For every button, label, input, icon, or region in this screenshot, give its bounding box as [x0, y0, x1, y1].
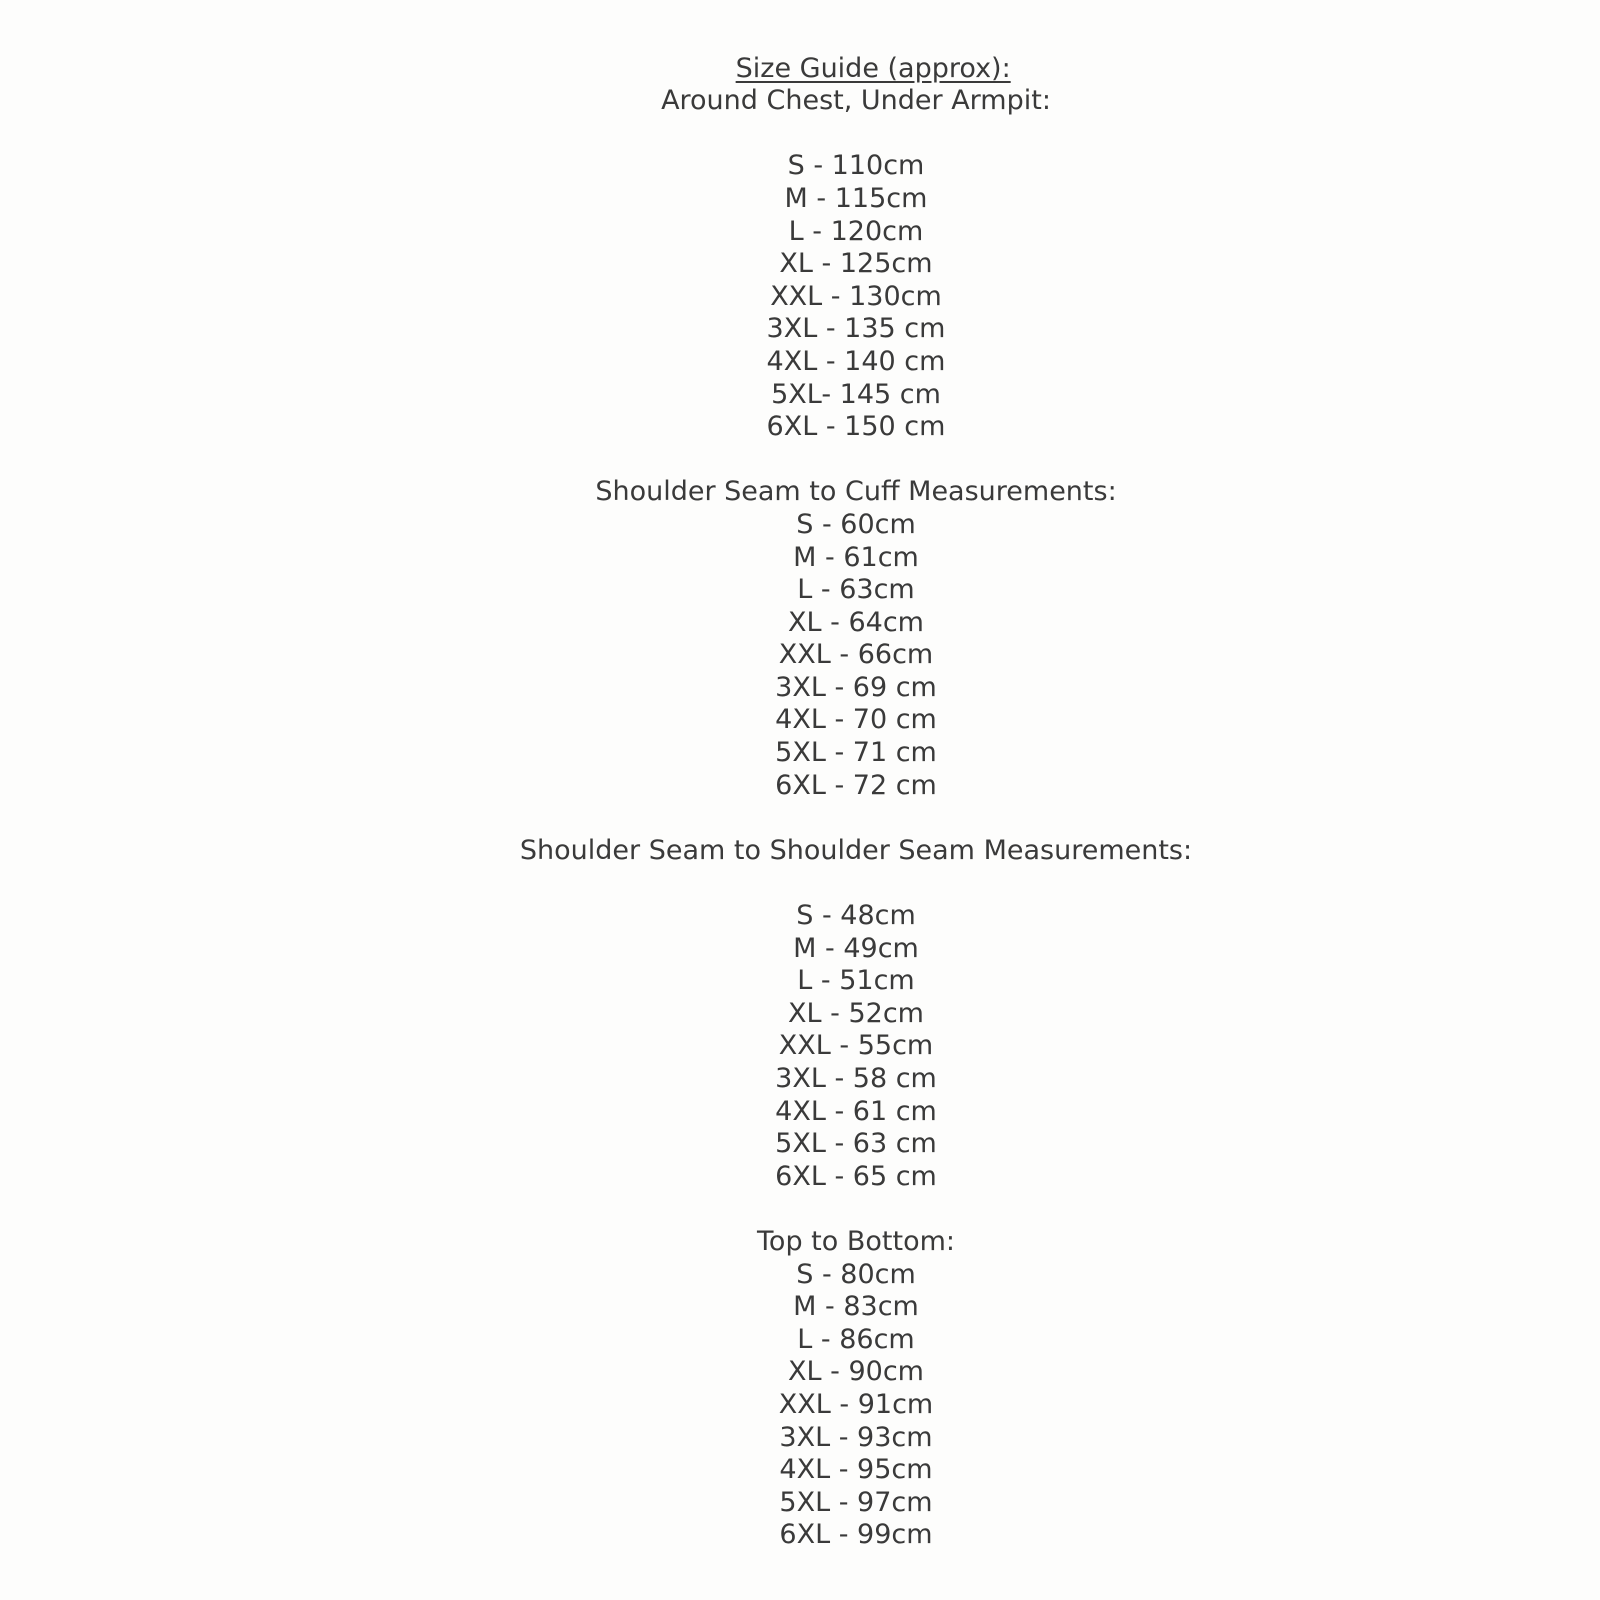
- page-title: [112, 20, 1600, 84]
- size-list: [112, 150, 1600, 443]
- section-heading: Shoulder Seam to Cuff Measurements:: [595, 476, 1117, 508]
- size-item: 4XL - 140 cm: [766, 345, 946, 377]
- size-item: XL - 52cm: [788, 997, 924, 1029]
- size-item: 5XL- 145 cm: [771, 378, 941, 410]
- size-item: 5XL - 97cm: [779, 1486, 933, 1518]
- size-item: 3XL - 93cm: [779, 1421, 933, 1453]
- size-item: M - 115cm: [784, 182, 928, 214]
- section-heading: Top to Bottom:: [757, 1225, 955, 1257]
- section-heading: Around Chest, Under Armpit:: [661, 85, 1051, 117]
- size-item: 3XL - 135 cm: [766, 313, 946, 345]
- size-item: XL - 90cm: [788, 1356, 924, 1388]
- size-item: XXL - 91cm: [778, 1388, 934, 1420]
- page-title-text: Size Guide (approx):: [735, 52, 1011, 84]
- size-item: M - 61cm: [793, 541, 919, 573]
- size-item: XL - 125cm: [779, 248, 933, 280]
- section-shoulder-to-shoulder: [112, 835, 1600, 1194]
- blank-line: [112, 1193, 1600, 1226]
- blank-line: [112, 444, 1600, 477]
- size-item: S - 110cm: [787, 150, 925, 182]
- blank-line: [112, 867, 1600, 900]
- size-item: 4XL - 70 cm: [775, 704, 937, 736]
- size-item: 4XL - 95cm: [779, 1454, 933, 1486]
- size-item: XXL - 130cm: [770, 280, 942, 312]
- size-item: L - 86cm: [797, 1323, 915, 1355]
- blank-line: [112, 802, 1600, 835]
- size-item: 6XL - 65 cm: [775, 1160, 937, 1192]
- section-top-to-bottom: [112, 1226, 1600, 1552]
- section-shoulder-to-cuff: [112, 476, 1600, 802]
- size-item: XXL - 55cm: [778, 1030, 934, 1062]
- size-item: L - 51cm: [797, 965, 915, 997]
- size-guide-document: [112, 0, 1600, 1552]
- size-list: [112, 509, 1600, 802]
- size-item: 5XL - 71 cm: [775, 737, 937, 769]
- size-item: 5XL - 63 cm: [775, 1128, 937, 1160]
- size-item: L - 120cm: [788, 215, 924, 247]
- section-around-chest: [112, 85, 1600, 444]
- size-list: [112, 900, 1600, 1193]
- size-item: 6XL - 150 cm: [766, 411, 946, 443]
- size-item: 3XL - 58 cm: [775, 1063, 937, 1094]
- section-heading: Shoulder Seam to Shoulder Seam Measurements:: [519, 834, 1193, 866]
- size-item: XXL - 66cm: [778, 639, 934, 671]
- size-item: 4XL - 61 cm: [775, 1095, 937, 1127]
- blank-line: [112, 118, 1600, 151]
- size-item: S - 48cm: [796, 900, 916, 932]
- size-item: 3XL - 69 cm: [775, 671, 937, 703]
- size-item: 6XL - 72 cm: [775, 769, 937, 801]
- size-item: L - 63cm: [797, 574, 915, 606]
- size-item: S - 60cm: [796, 508, 916, 540]
- size-item: M - 49cm: [793, 932, 919, 964]
- size-item: 6XL - 99cm: [779, 1519, 933, 1551]
- size-item: XL - 64cm: [788, 606, 924, 638]
- size-item: S - 80cm: [796, 1258, 916, 1290]
- size-list: [112, 1259, 1600, 1552]
- size-item: M - 83cm: [793, 1291, 919, 1323]
